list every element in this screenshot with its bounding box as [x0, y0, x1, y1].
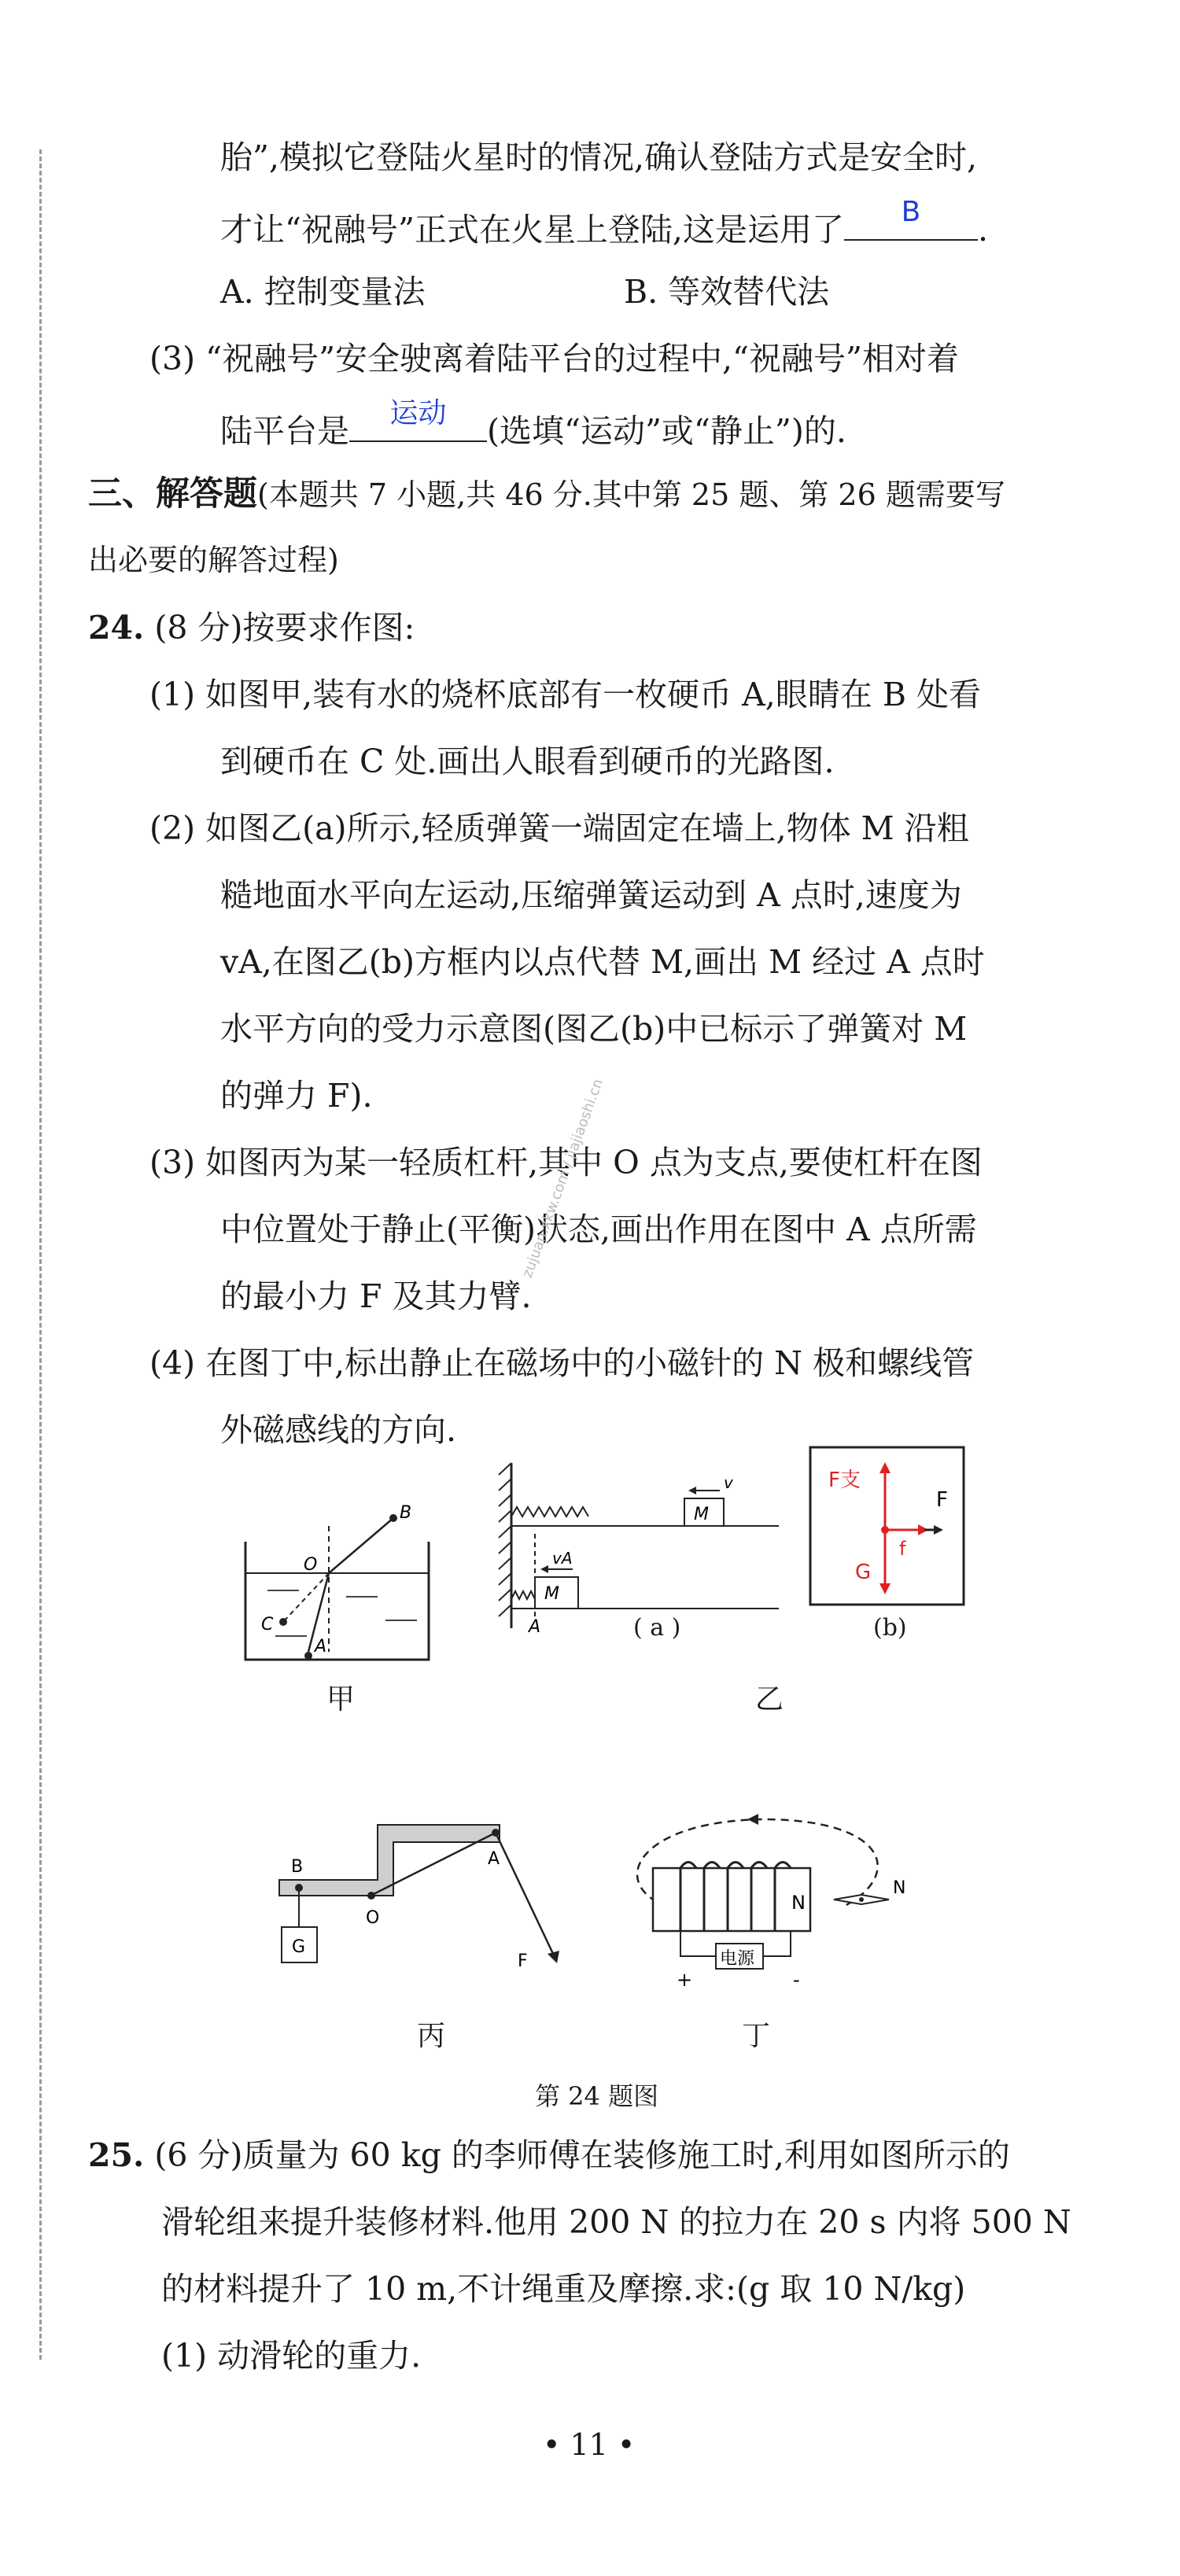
- label-m-lower: M: [544, 1584, 559, 1604]
- label-coil-n: N: [791, 1892, 806, 1914]
- compass-pivot: [859, 1897, 864, 1902]
- q24-p3-line-1: (3) 如图丙为某一轻质杠杆,其中 O 点为支点,要使杠杆在图: [149, 1144, 983, 1181]
- q25-line-3: 的材料提升了 10 m,不计绳重及摩擦.求:(g 取 10 N/kg): [161, 2270, 966, 2308]
- figure-yi-b: [806, 1443, 968, 1609]
- label-f: F: [518, 1951, 528, 1971]
- q24-p2-line-1: (2) 如图乙(a)所示,轻质弹簧一端固定在墙上,物体 M 沿粗: [149, 809, 969, 847]
- q24-p3-line-2: 中位置处于静止(平衡)状态,画出作用在图中 A 点所需: [220, 1211, 977, 1248]
- label-a: A: [315, 1637, 327, 1657]
- q24-p2-line-4: 水平方向的受力示意图(图乙(b)中已标示了弹簧对 M: [220, 1010, 968, 1048]
- wire-left: [680, 1931, 716, 1956]
- label-f: F: [936, 1488, 948, 1512]
- q25-number: 25.: [88, 2136, 145, 2174]
- q23-line-1: 胎”,模拟它登陆火星时的情况,确认登陆方式是安全时,: [220, 138, 978, 176]
- caption-ding: 丁: [742, 2020, 771, 2052]
- caption-bing: 丙: [417, 2020, 446, 2052]
- q23-part3-line-1: (3) “祝融号”安全驶离着陆平台的过程中,“祝融号”相对着: [149, 340, 959, 378]
- section-3-title: 三、解答题: [88, 474, 257, 514]
- q24-p4-line-1: (4) 在图丁中,标出静止在磁场中的小磁针的 N 极和螺线管: [149, 1344, 975, 1382]
- label-c: C: [261, 1615, 274, 1634]
- label-minus: -: [793, 1969, 800, 1991]
- q23-option-a: A. 控制变量法: [220, 273, 426, 311]
- velocity-arrowhead: [688, 1487, 696, 1494]
- label-b: B: [291, 1857, 304, 1877]
- q23-part3-text: 陆平台是: [220, 412, 349, 450]
- section-3-desc: (本题共 7 小题,共 46 分.其中第 25 题、第 26 题需要写: [257, 477, 1005, 512]
- q23-part3-blank[interactable]: [349, 397, 487, 442]
- caption-jia: 甲: [326, 1683, 356, 1715]
- refracted-ray: [329, 1518, 393, 1573]
- solenoid-core: [653, 1868, 810, 1931]
- q24-number: 24.: [88, 609, 145, 647]
- label-plus: +: [677, 1969, 693, 1991]
- q25-text: (6 分)质量为 60 kg 的李师傅在装修施工时,利用如图所示的: [154, 2136, 1010, 2174]
- point-b: [389, 1514, 397, 1522]
- watermark: zujuan.xkw.com / jiajiaoshi.cn: [519, 1076, 607, 1281]
- label-a: A: [529, 1617, 541, 1636]
- q25-line-4: (1) 动滑轮的重力.: [161, 2337, 422, 2375]
- label-f-support: F支: [828, 1469, 861, 1492]
- q24-header: [88, 606, 415, 650]
- figure-bing: [267, 1809, 582, 1998]
- figure-jia: [236, 1494, 441, 1675]
- lever: [279, 1825, 500, 1896]
- label-m-upper: M: [694, 1505, 709, 1524]
- q25-line-2: 滑轮组来提升装修材料.他用 200 N 的拉力在 20 s 内将 500 N: [161, 2203, 1071, 2241]
- figure-yi-a: [496, 1455, 795, 1636]
- velocity-arrowhead-lower: [540, 1565, 548, 1573]
- q23-line-2-end: .: [977, 211, 988, 249]
- label-g: G: [292, 1937, 306, 1957]
- q24-head: (8 分)按要求作图:: [154, 609, 415, 647]
- beaker-outline: [245, 1542, 429, 1660]
- q24-p2-line-5: 的弹力 F).: [220, 1077, 373, 1115]
- q24-p1-line-1: (1) 如图甲,装有水的烧杯底部有一枚硬币 A,眼睛在 B 处看: [149, 676, 982, 713]
- q25-line-1: [88, 2133, 1010, 2177]
- label-o: O: [366, 1908, 380, 1928]
- label-g: G: [855, 1561, 872, 1584]
- section-3-desc-2: 出必要的解答过程): [88, 543, 339, 577]
- q23-handwritten-answer: B: [901, 196, 921, 228]
- page-number: • 11 •: [543, 2427, 636, 2462]
- q23-part3-handwritten-answer: 运动: [389, 397, 447, 429]
- label-power: 电源: [720, 1949, 755, 1969]
- wire-right: [763, 1931, 791, 1956]
- label-va: vA: [552, 1549, 573, 1568]
- q23-line-2-text: 才让“祝融号”正式在火星上登陆,这是运用了: [220, 211, 844, 249]
- figure-group-caption: 第 24 题图: [535, 2081, 659, 2111]
- force-f-arrow: [496, 1833, 555, 1957]
- figure-ding: [606, 1789, 952, 2010]
- point-m: [881, 1526, 889, 1534]
- label-friction: f: [899, 1538, 906, 1560]
- label-needle-n: N: [893, 1878, 906, 1898]
- caption-yi-b: (b): [873, 1614, 907, 1642]
- q24-p2-line-2: 糙地面水平向左运动,压缩弹簧运动到 A 点时,速度为: [220, 876, 962, 914]
- q23-answer-blank[interactable]: [844, 196, 978, 241]
- caption-yi-a: ( a ): [633, 1614, 681, 1642]
- binding-margin-rule: [39, 149, 42, 2360]
- label-a: A: [488, 1849, 500, 1869]
- point-a: [304, 1652, 312, 1660]
- caption-yi: 乙: [755, 1683, 784, 1715]
- field-line-arrow: [747, 1814, 758, 1825]
- point-c: [279, 1618, 287, 1626]
- q23-line-2: [220, 196, 988, 252]
- force-f-arrowhead: [548, 1951, 559, 1963]
- wall-hatching: [499, 1463, 511, 1616]
- q23-part3-end: (选填“运动”或“静止”)的.: [487, 412, 846, 450]
- label-v: v: [724, 1473, 733, 1492]
- q24-p4-line-2: 外磁感线的方向.: [220, 1411, 457, 1449]
- section-3-header: [88, 472, 1005, 517]
- label-o: O: [304, 1555, 318, 1575]
- q23-option-b: B. 等效替代法: [624, 273, 830, 311]
- spring-compressed: [511, 1591, 535, 1599]
- q24-p1-line-2: 到硬币在 C 处.画出人眼看到硬币的光路图.: [220, 743, 835, 780]
- q24-p2-line-3: vA,在图乙(b)方框内以点代替 M,画出 M 经过 A 点时: [220, 943, 985, 981]
- label-b: B: [400, 1503, 412, 1523]
- q23-part3-line-2: [220, 397, 846, 453]
- q24-p3-line-3: 的最小力 F 及其力臂.: [220, 1277, 532, 1315]
- spring-relaxed: [511, 1507, 588, 1516]
